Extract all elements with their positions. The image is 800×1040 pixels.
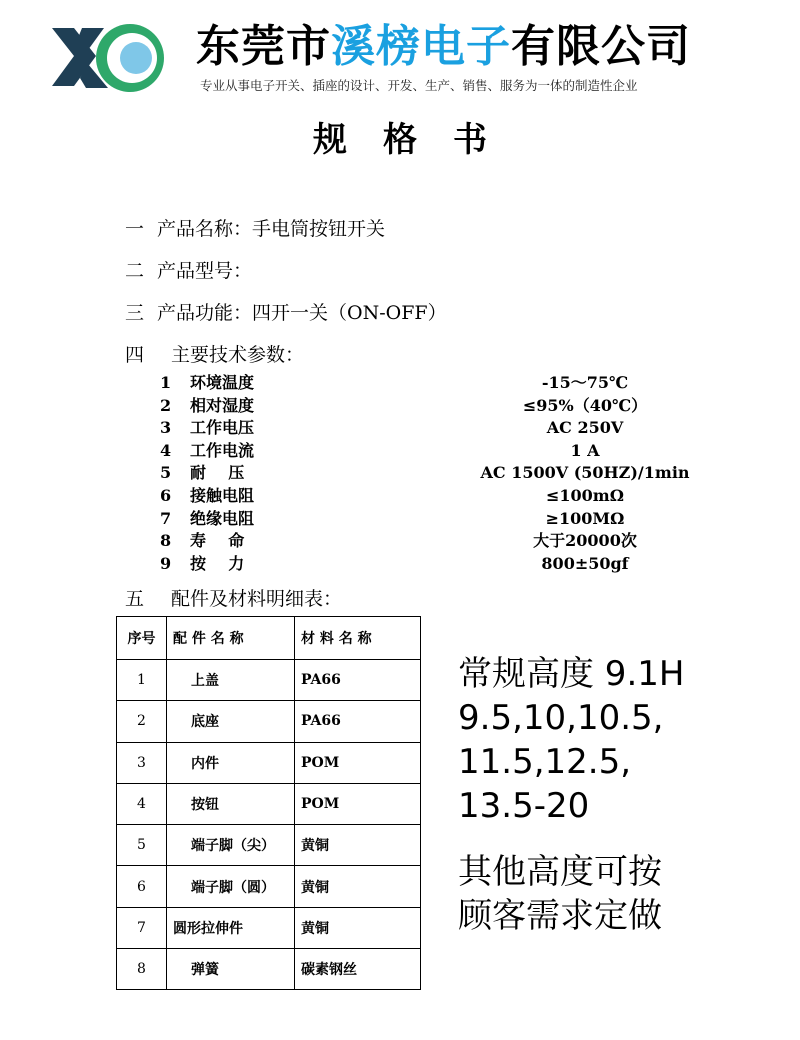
section-5-label: 配件及材料明细表： bbox=[171, 588, 343, 610]
cell-material: 黄铜 bbox=[295, 866, 421, 907]
company-name-part1: 东莞市 bbox=[196, 21, 331, 72]
height-line: 11.5,12.5, bbox=[458, 742, 632, 782]
section-4 bbox=[125, 340, 304, 367]
table-row bbox=[117, 907, 421, 948]
table-header-row bbox=[117, 617, 421, 660]
company-name bbox=[196, 22, 691, 72]
section-2-number: 二 bbox=[125, 260, 145, 282]
parameter-row bbox=[160, 462, 700, 485]
param-label: 工作电压 bbox=[190, 418, 255, 438]
parameter-row bbox=[160, 440, 700, 463]
cell-index: 4 bbox=[117, 783, 167, 824]
height-line: 13.5-20 bbox=[458, 786, 590, 826]
cell-material: 黄铜 bbox=[295, 907, 421, 948]
param-number: 2 bbox=[160, 395, 172, 415]
company-name-highlight: 溪榜电子 bbox=[331, 21, 511, 72]
param-value: 800±50gf bbox=[541, 553, 629, 573]
parameter-row bbox=[160, 530, 700, 553]
cell-index: 2 bbox=[117, 701, 167, 742]
param-number: 5 bbox=[160, 463, 172, 483]
cell-index: 1 bbox=[117, 660, 167, 701]
table-row bbox=[117, 949, 421, 990]
section-5 bbox=[125, 584, 342, 611]
parts-table bbox=[116, 616, 421, 990]
parameter-list bbox=[160, 372, 700, 575]
section-3-label: 产品功能：四开一关（ON-OFF） bbox=[157, 302, 447, 324]
param-number: 7 bbox=[160, 508, 172, 528]
param-label: 相对湿度 bbox=[190, 395, 255, 415]
section-1 bbox=[125, 214, 385, 241]
param-value: ≤100mΩ bbox=[546, 485, 624, 505]
table-row bbox=[117, 742, 421, 783]
height-line: 常规高度 9.1H bbox=[458, 654, 685, 694]
param-label: 工作电流 bbox=[190, 440, 255, 460]
param-label: 绝缘电阻 bbox=[190, 508, 255, 528]
section-3 bbox=[125, 298, 447, 325]
param-number: 1 bbox=[160, 373, 172, 392]
param-value: 1 A bbox=[570, 440, 600, 460]
cell-material: 黄铜 bbox=[295, 825, 421, 866]
table-row bbox=[117, 825, 421, 866]
cell-index: 3 bbox=[117, 742, 167, 783]
param-value: ≥100MΩ bbox=[545, 508, 625, 528]
custom-line: 顾客需求定做 bbox=[458, 896, 662, 936]
section-1-label: 产品名称：手电筒按钮开关 bbox=[157, 218, 386, 240]
cell-index: 6 bbox=[117, 866, 167, 907]
cell-material: 碳素钢丝 bbox=[295, 949, 421, 990]
cell-part: 按钮 bbox=[167, 783, 295, 824]
parameter-row bbox=[160, 553, 700, 576]
cell-part: 弹簧 bbox=[167, 949, 295, 990]
parameter-row bbox=[160, 417, 700, 440]
cell-part: 底座 bbox=[167, 701, 295, 742]
param-value: ≤95%（40℃） bbox=[522, 395, 648, 415]
height-options-note bbox=[458, 652, 684, 828]
cell-part: 上盖 bbox=[167, 660, 295, 701]
cell-material: PA66 bbox=[295, 701, 421, 742]
section-5-number: 五 bbox=[125, 588, 145, 610]
param-value: 大于20000次 bbox=[533, 531, 637, 551]
logo-disc bbox=[120, 42, 152, 74]
param-value: -15～75℃ bbox=[541, 373, 629, 392]
col-header-part: 配 件 名 称 bbox=[167, 617, 295, 660]
table-row bbox=[117, 866, 421, 907]
cell-part: 端子脚（尖） bbox=[167, 825, 295, 866]
param-label: 接触电阻 bbox=[190, 485, 255, 505]
col-header-index: 序号 bbox=[117, 617, 167, 660]
section-2-label: 产品型号： bbox=[157, 260, 253, 282]
cell-material: POM bbox=[295, 742, 421, 783]
custom-line: 其他高度可按 bbox=[458, 852, 662, 892]
param-label: 寿 命 bbox=[190, 531, 245, 551]
param-number: 6 bbox=[160, 485, 172, 505]
section-2 bbox=[125, 256, 252, 283]
param-number: 4 bbox=[160, 440, 172, 460]
cell-index: 8 bbox=[117, 949, 167, 990]
param-label: 环境温度 bbox=[190, 373, 255, 392]
col-header-material: 材 料 名 称 bbox=[295, 617, 421, 660]
table-row bbox=[117, 701, 421, 742]
table-row bbox=[117, 783, 421, 824]
param-number: 9 bbox=[160, 553, 172, 573]
cell-part: 端子脚（圆） bbox=[167, 866, 295, 907]
parameter-row bbox=[160, 508, 700, 531]
table-row bbox=[117, 660, 421, 701]
cell-index: 5 bbox=[117, 825, 167, 866]
company-name-part2: 有限公司 bbox=[511, 21, 691, 72]
param-number: 8 bbox=[160, 531, 172, 551]
cell-part: 圆形拉伸件 bbox=[167, 907, 295, 948]
section-4-number: 四 bbox=[125, 344, 145, 366]
cell-index: 7 bbox=[117, 907, 167, 948]
section-4-label: 主要技术参数： bbox=[171, 344, 305, 366]
cell-material: PA66 bbox=[295, 660, 421, 701]
param-number: 3 bbox=[160, 418, 172, 438]
cell-material: POM bbox=[295, 783, 421, 824]
company-logo bbox=[52, 20, 178, 96]
section-1-number: 一 bbox=[125, 218, 145, 240]
param-value: AC 1500V (50HZ)/1min bbox=[480, 463, 690, 483]
param-label: 耐 压 bbox=[190, 463, 245, 483]
section-3-number: 三 bbox=[125, 302, 145, 324]
height-line: 9.5,10,10.5, bbox=[458, 698, 664, 738]
cell-part: 内件 bbox=[167, 742, 295, 783]
parameter-row bbox=[160, 485, 700, 508]
company-slogan: 专业从事电子开关、插座的设计、开发、生产、销售、服务为一体的制造性企业 bbox=[200, 78, 638, 93]
parameter-row bbox=[160, 395, 700, 418]
param-value: AC 250V bbox=[546, 418, 624, 438]
custom-height-note bbox=[458, 850, 662, 938]
parameter-row bbox=[160, 372, 700, 395]
param-label: 按 力 bbox=[190, 553, 245, 573]
document-title: 规格书 bbox=[313, 120, 523, 160]
